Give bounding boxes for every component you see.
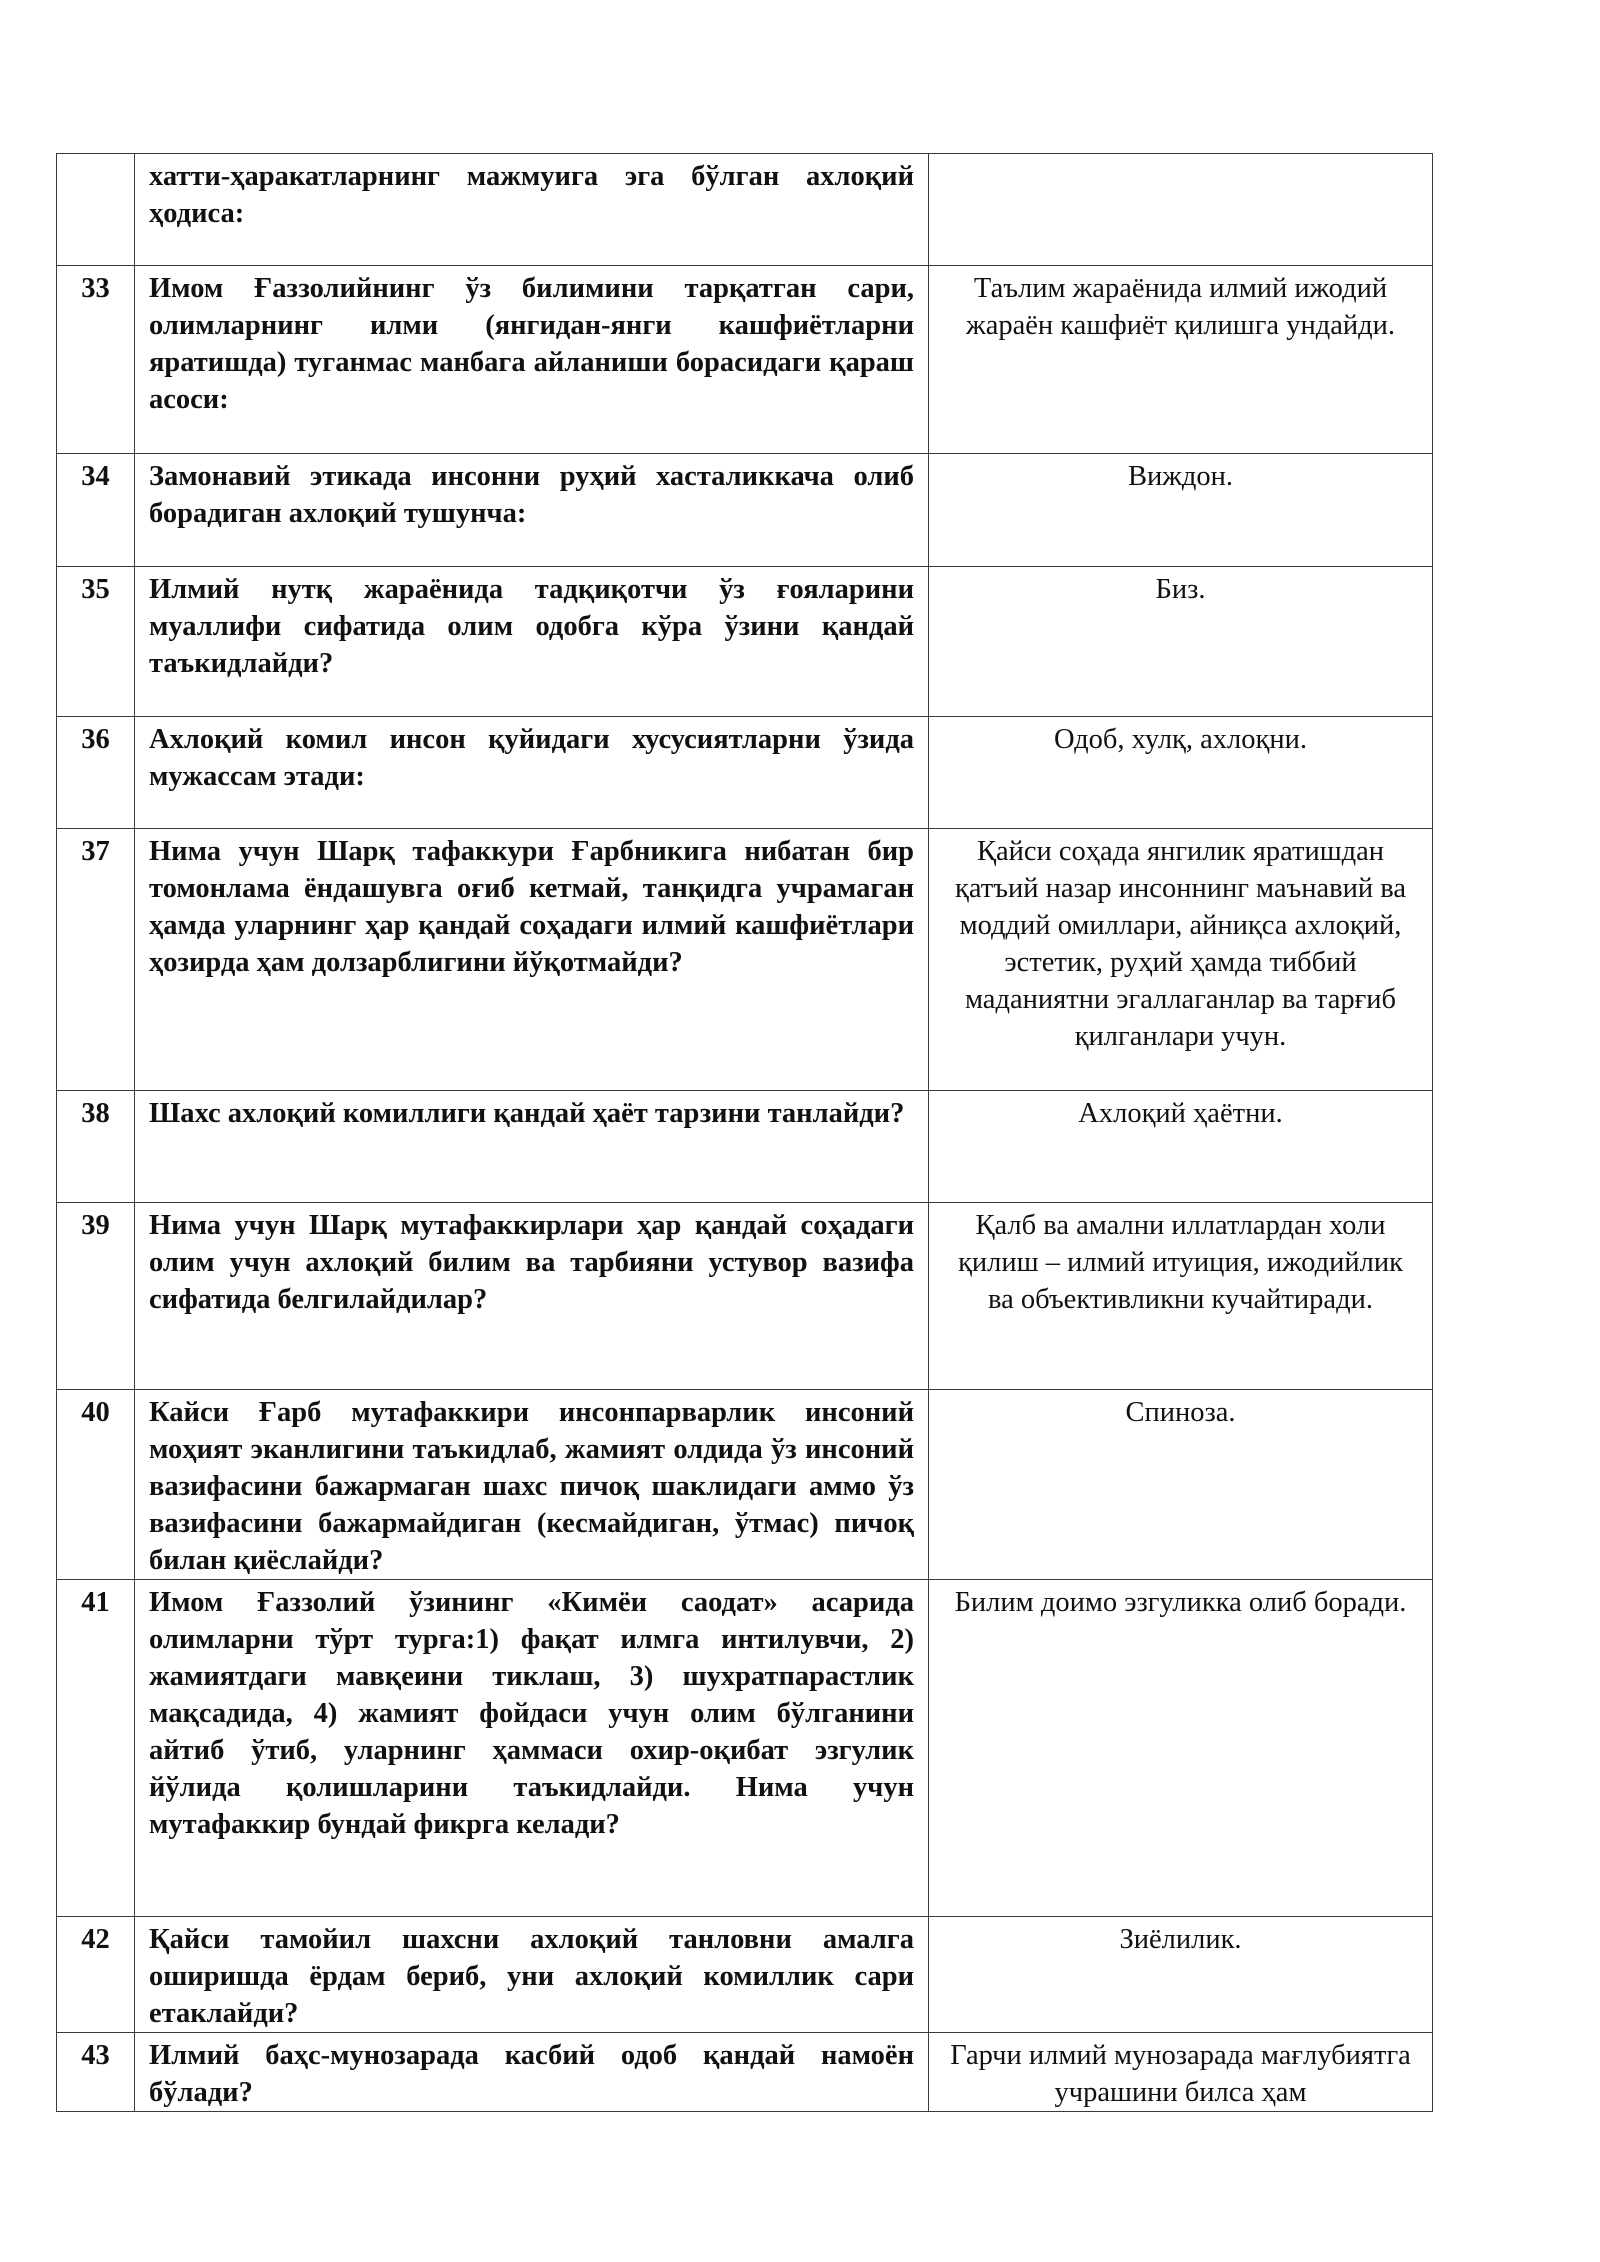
question-text: Қайси тамойил шахсни ахлоқий танловни амалга оширишда ёрдам бериб, уни ахлоқий комиллик сари етаклайди? xyxy=(149,1924,914,2029)
question-text: Имом Ғаззолий ўзининг «Кимёи саодат» асарида олимларни тўрт турга:1) фақат илмга интилувчи, 2) жамиятдаги мавқеини тиклаш, 3) шухратпарастлик мақсадида, 4) жамият фойдаси учун олим бўлганини айтиб ўтиб, уларнинг ҳаммаси охир-оқибат эзгулик йўлида қолишларини таъкидлайди. Нима учун мутафаккир бундай фикрга келади? xyxy=(149,1587,914,1840)
answer-text: Қалб ва амални иллатлардан холи қилиш – илмий итуиция, ижодийлик ва объективликни кучайтиради. xyxy=(958,1210,1403,1315)
row-number-cell xyxy=(57,1091,135,1203)
table-row xyxy=(57,717,1433,829)
row-number: 34 xyxy=(81,461,110,492)
answer-cell xyxy=(929,1203,1433,1390)
row-number: 37 xyxy=(81,836,110,867)
table-row xyxy=(57,567,1433,717)
row-number-cell xyxy=(57,567,135,717)
qa-table xyxy=(56,153,1433,2112)
answer-text: Ахлоқий ҳаётни. xyxy=(1078,1098,1283,1129)
table-row xyxy=(57,1091,1433,1203)
answer-cell xyxy=(929,567,1433,717)
question-text: Ахлоқий комил инсон қуйидаги хусусиятларни ўзида мужассам этади: xyxy=(149,724,914,792)
row-number-cell xyxy=(57,717,135,829)
row-number: 33 xyxy=(81,273,110,304)
row-number-cell xyxy=(57,1203,135,1390)
row-number-cell xyxy=(57,1580,135,1917)
row-number-cell xyxy=(57,154,135,266)
table-row xyxy=(57,1917,1433,2033)
question-text: Илмий баҳс-мунозарада касбий одоб қандай намоён бўлади? xyxy=(149,2040,914,2108)
answer-text: Таълим жараёнида илмий ижодий жараён кашфиёт қилишга ундайди. xyxy=(966,273,1395,341)
question-text: Имом Ғаззолийнинг ўз билимини тарқатган сари, олимларнинг илми (янгидан-янги кашфиётларни яратишда) туганмас манбага айланиши борасидаги қараш асоси: xyxy=(149,273,914,415)
row-number: 42 xyxy=(81,1924,110,1955)
row-number-cell xyxy=(57,1917,135,2033)
question-cell xyxy=(135,829,929,1091)
question-cell xyxy=(135,1203,929,1390)
question-cell xyxy=(135,266,929,454)
table-row xyxy=(57,266,1433,454)
row-number-cell xyxy=(57,829,135,1091)
answer-text: Гарчи илмий мунозарада мағлубиятга учрашини билса ҳам xyxy=(950,2040,1411,2108)
answer-cell xyxy=(929,154,1433,266)
answer-cell xyxy=(929,266,1433,454)
question-cell xyxy=(135,454,929,567)
question-cell xyxy=(135,1390,929,1580)
question-text: хатти-ҳаракатларнинг мажмуига эга бўлган ахлоқий ҳодиса: xyxy=(149,161,914,229)
answer-text: Қайси соҳада янгилик яратишдан қатъий назар инсоннинг маънавий ва моддий омиллари, айниқса ахлоқий, эстетик, руҳий ҳамда тиббий маданиятни эгаллаганлар ва тарғиб қилганлари учун. xyxy=(955,836,1406,1052)
row-number: 35 xyxy=(81,574,110,605)
table-row xyxy=(57,154,1433,266)
answer-text: Биз. xyxy=(1155,574,1206,605)
question-cell xyxy=(135,567,929,717)
table-row xyxy=(57,2033,1433,2112)
question-text: Илмий нутқ жараёнида тадқиқотчи ўз ғояларини муаллифи сифатида олим одобга кўра ўзини қандай таъкидлайди? xyxy=(149,574,914,679)
row-number: 41 xyxy=(81,1587,110,1618)
question-cell xyxy=(135,2033,929,2112)
answer-cell xyxy=(929,1580,1433,1917)
answer-text: Виждон. xyxy=(1127,461,1234,492)
answer-cell xyxy=(929,2033,1433,2112)
row-number: 43 xyxy=(81,2040,110,2071)
question-text: Нима учун Шарқ мутафаккирлари ҳар қандай соҳадаги олим учун ахлоқий билим ва тарбияни устувор вазифа сифатида белгилайдилар? xyxy=(149,1210,914,1315)
question-text: Шахс ахлоқий комиллиги қандай ҳаёт тарзини танлайди? xyxy=(149,1098,905,1129)
table-row xyxy=(57,454,1433,567)
answer-text: Спиноза. xyxy=(1125,1397,1236,1428)
row-number-cell xyxy=(57,1390,135,1580)
answer-text: Одоб, хулқ, ахлоқни. xyxy=(1053,724,1308,755)
row-number: 39 xyxy=(81,1210,110,1241)
answer-cell xyxy=(929,1917,1433,2033)
row-number-cell xyxy=(57,2033,135,2112)
row-number-cell xyxy=(57,454,135,567)
question-text: Замонавий этикада инсонни руҳий хасталиккача олиб борадиган ахлоқий тушунча: xyxy=(149,461,914,529)
question-cell xyxy=(135,1091,929,1203)
row-number: 40 xyxy=(81,1397,110,1428)
question-text: Нима учун Шарқ тафаккури Ғарбникига нибатан бир томонлама ёндашувга оғиб кетмай, танқидга учрамаган ҳамда уларнинг ҳар қандай соҳадаги илмий кашфиётлари ҳозирда ҳам долзарблигини йўқотмайди? xyxy=(149,836,914,978)
table-row xyxy=(57,1580,1433,1917)
answer-cell xyxy=(929,454,1433,567)
question-cell xyxy=(135,717,929,829)
answer-cell xyxy=(929,717,1433,829)
question-cell xyxy=(135,154,929,266)
row-number: 36 xyxy=(81,724,110,755)
question-text: Кайси Ғарб мутафаккири инсонпарварлик инсоний моҳият эканлигини таъкидлаб, жамият олдида ўз инсоний вазифасини бажармаган шахс пичоқ шаклидаги аммо ўз вазифасини бажармайдиган (кесмайдиган, ўтмас) пичоқ билан қиёслайди? xyxy=(149,1397,914,1576)
question-cell xyxy=(135,1580,929,1917)
question-cell xyxy=(135,1917,929,2033)
row-number-cell xyxy=(57,266,135,454)
answer-cell xyxy=(929,1091,1433,1203)
row-number: 38 xyxy=(81,1098,110,1129)
answer-cell xyxy=(929,1390,1433,1580)
table-row xyxy=(57,1203,1433,1390)
answer-text: Зиёлилик. xyxy=(1119,1924,1242,1955)
table-row xyxy=(57,1390,1433,1580)
answer-cell xyxy=(929,829,1433,1091)
table-row xyxy=(57,829,1433,1091)
answer-text: Билим доимо эзгуликка олиб боради. xyxy=(954,1587,1407,1618)
